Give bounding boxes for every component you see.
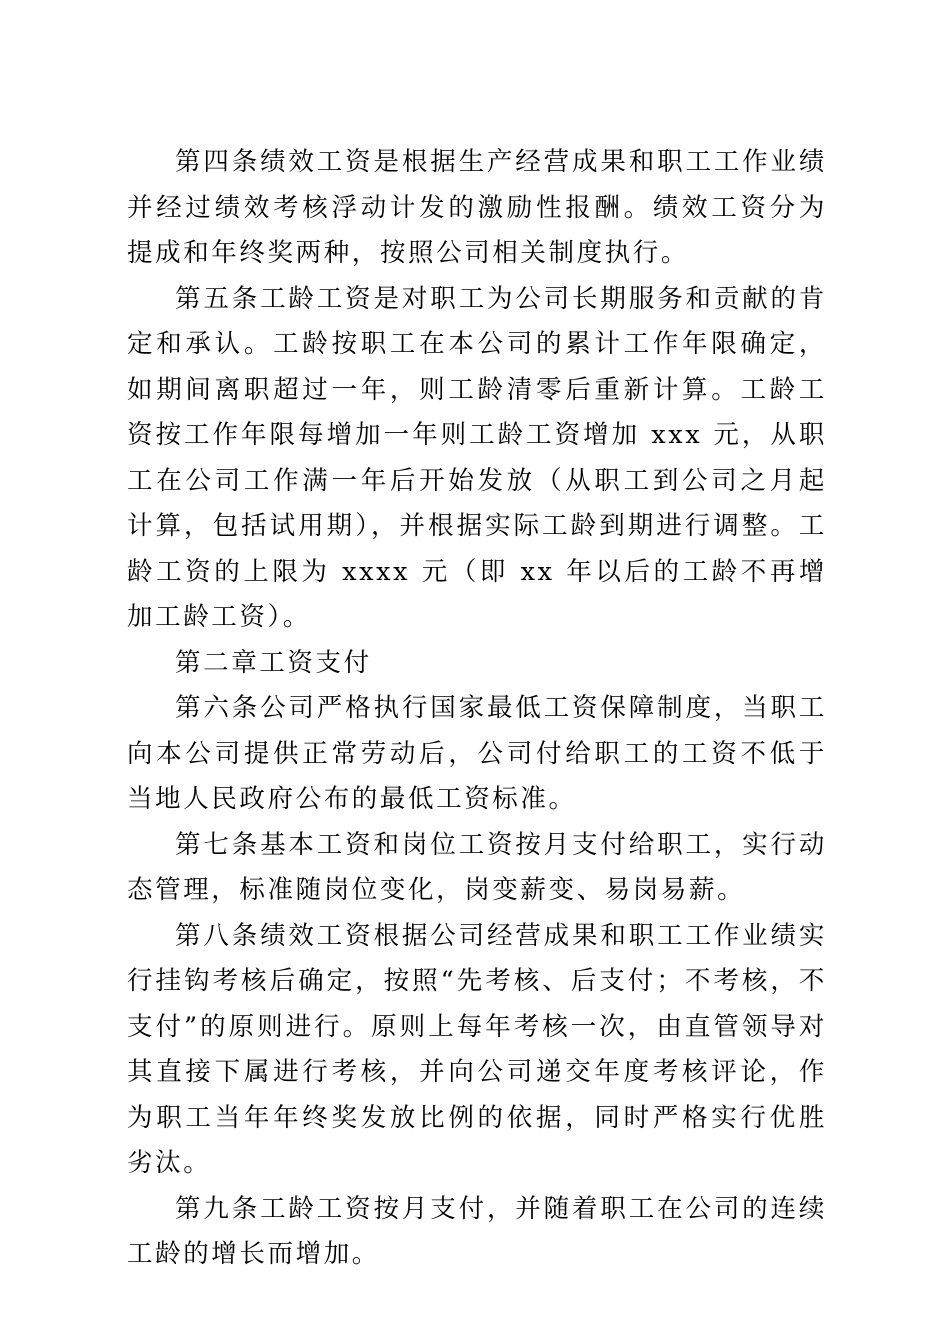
article-8-paragraph: 第八条绩效工资根据公司经营成果和职工工作业绩实行挂钩考核后确定，按照“先考核、后支付；不考核，不支付”的原则进行。原则上每年考核一次，由直管领导对其直接下属进行考核，并向公司递交年度考核评论，作为职工当年年终奖发放比例的依据，同时严格实行优胜劣汰。 — [127, 920, 827, 1178]
article-6-paragraph: 第六条公司严格执行国家最低工资保障制度，当职工向本公司提供正常劳动后，公司付给职工的工资不低于当地人民政府公布的最低工资标准。 — [127, 693, 827, 814]
article-9-paragraph: 第九条工龄工资按月支付，并随着职工在公司的连续工龄的增长而增加。 — [127, 1193, 827, 1269]
article-7-paragraph: 第七条基本工资和岗位工资按月支付给职工，实行动态管理，标准随岗位变化，岗变薪变、易岗易薪。 — [127, 829, 827, 905]
article-5-paragraph: 第五条工龄工资是对职工为公司长期服务和贡献的肯定和承认。工龄按职工在本公司的累计工作年限确定，如期间离职超过一年，则工龄清零后重新计算。工龄工资按工作年限每增加一年则工龄工资增加 xxx 元，从职工在公司工作满一年后开始发放（从职工到公司之月起计算，包括试用期），并根据实际工龄到期进行调整。工龄工资的上限为 xxxx 元（即 xx 年以后的工龄不再增加工龄工资）。 — [127, 283, 827, 632]
article-4-paragraph: 第四条绩效工资是根据生产经营成果和职工工作业绩并经过绩效考核浮动计发的激励性报酬。绩效工资分为提成和年终奖两种，按照公司相关制度执行。 — [127, 147, 827, 268]
document-body — [127, 140, 827, 1278]
chapter-heading: 第二章工资支付 — [175, 647, 372, 678]
